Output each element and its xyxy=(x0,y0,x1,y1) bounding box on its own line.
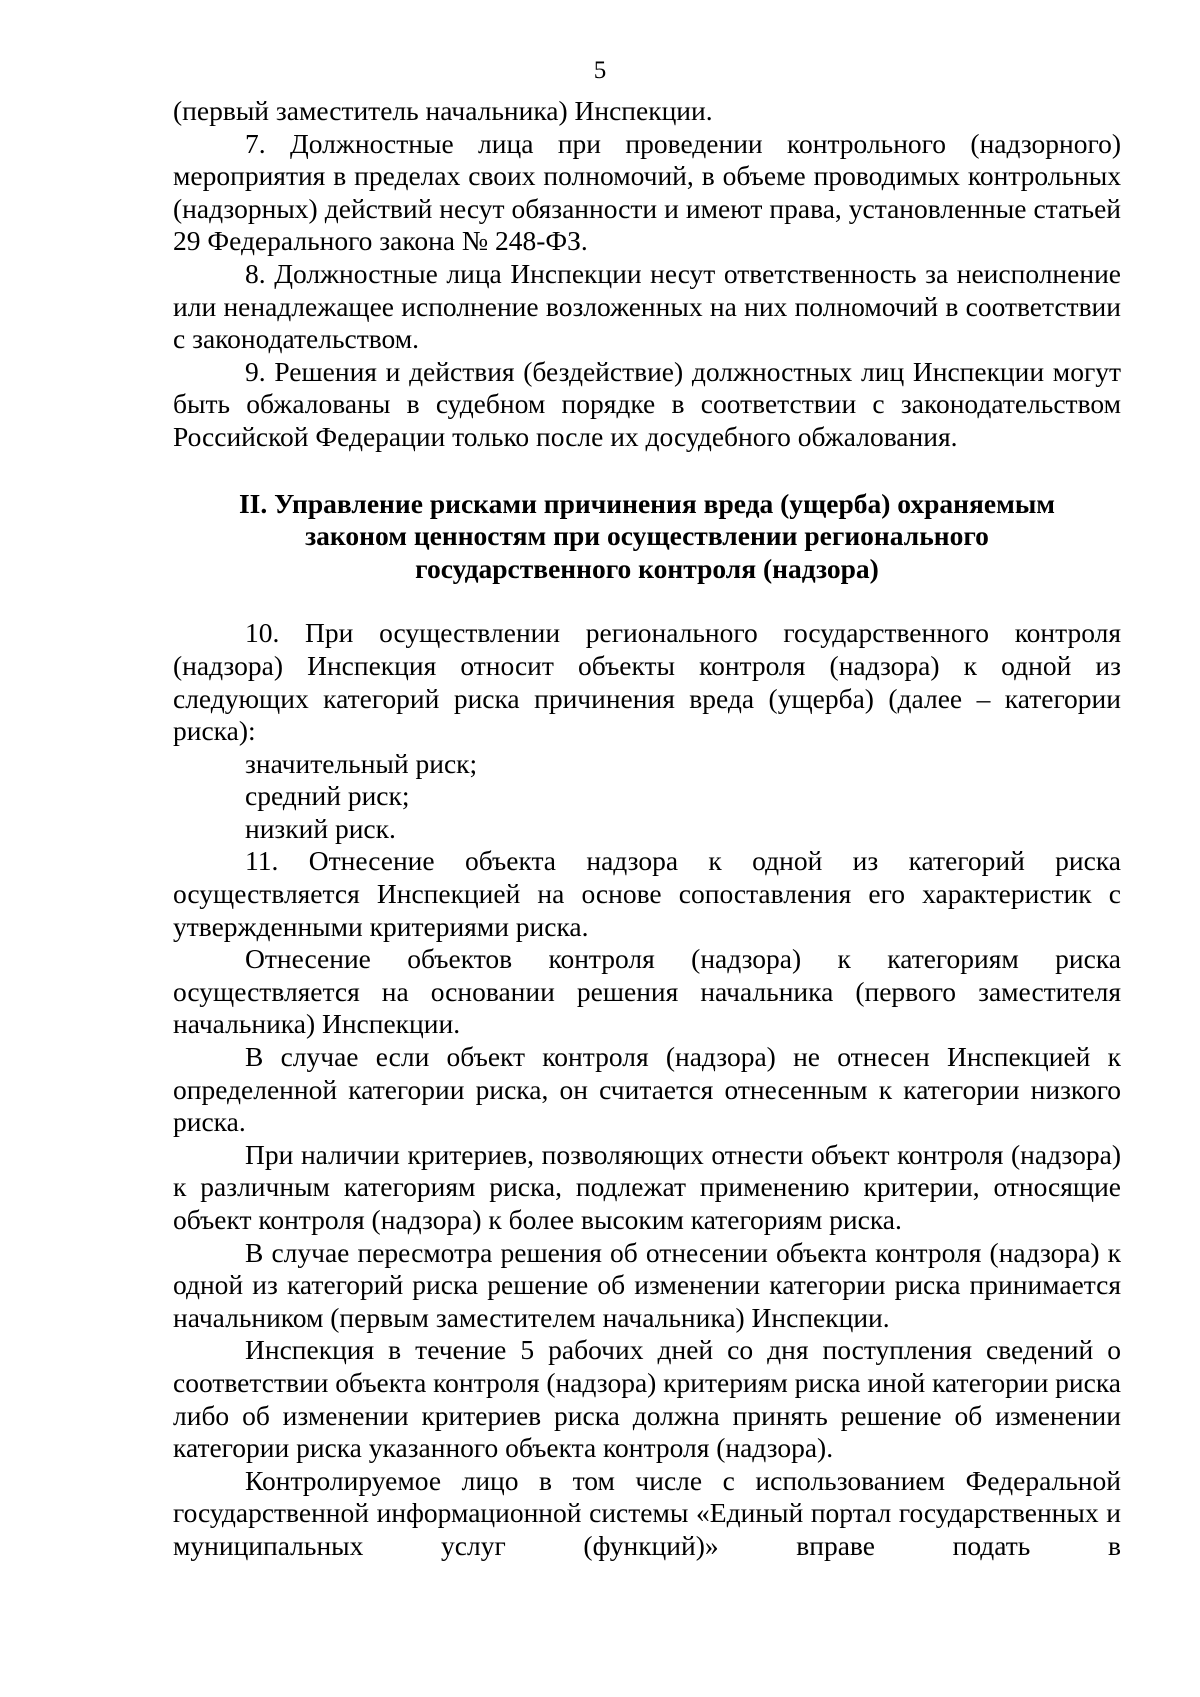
paragraph-8: 8. Должностные лица Инспекции несут ответственность за неисполнение или ненадлежащее исполнение возложенных на них полномочий в соответствии с законодательством. xyxy=(173,257,1121,355)
paragraph-text-last: Контролируемое лицо в том числе с использованием Федеральной государственной информационной системы «Единый портал государственных и муниципальных услуг (функций)» вправе подать в xyxy=(173,1464,1121,1561)
paragraph-text: В случае если объект контроля (надзора) не отнесен Инспекцией к определенной категории риска, он считается отнесенным к категории низкого риска. xyxy=(173,1041,1121,1138)
risk-category-item: значительный риск; xyxy=(245,747,478,779)
risk-category-item: средний риск; xyxy=(245,780,410,812)
paragraph-11: 11. Отнесение объекта надзора к одной из категорий риска осуществляется Инспекцией на основе сопоставления его характеристик с утвержденными критериями риска. xyxy=(173,845,1121,942)
section-heading: II. Управление рисками причинения вреда (ущерба) охраняемым законом ценностям при осуществлении регионального государственного контроля (надзора) xyxy=(238,487,1056,584)
paragraph-10: 10. При осуществлении регионального государственного контроля (надзора) Инспекция относит объекты контроля (надзора) к одной из следующих категорий риска причинения вреда (ущерба) (далее – категории риска): xyxy=(173,617,1121,747)
paragraph-text: Отнесение объектов контроля (надзора) к категориям риска осуществляется на основании решения начальника (первого заместителя начальника) Инспекции. xyxy=(173,943,1121,1040)
document-body xyxy=(173,95,1121,1563)
paragraph-text: В случае пересмотра решения об отнесении объекта контроля (надзора) к одной из категорий риска решение об изменении категории риска принимается начальником (первым заместителем начальника) Инспекции. xyxy=(173,1236,1121,1333)
page-number: 5 xyxy=(593,57,607,84)
paragraph-text: При наличии критериев, позволяющих отнести объект контроля (надзора) к различным категориям риска, подлежат применению критерии, относящие объект контроля (надзора) к более высоким категориям риска. xyxy=(173,1138,1121,1235)
paragraph-text: Инспекция в течение 5 рабочих дней со дня поступления сведений о соответствии объекта контроля (надзора) критериям риска иной категории риска либо об изменении критериев риска должна принять решение об изменении категории риска указанного объекта контроля (надзора). xyxy=(173,1334,1121,1464)
paragraph-7: 7. Должностные лица при проведении контрольного (надзорного) мероприятия в пределах своих полномочий, в объеме проводимых контрольных (надзорных) действий несут обязанности и имеют права, установленные статьей 29 Федерального закона № 248-ФЗ. xyxy=(173,127,1121,257)
paragraph-9: 9. Решения и действия (бездействие) должностных лиц Инспекции могут быть обжалованы в судебном порядке в соответствии с законодательством Российской Федерации только после их досудебного обжалования. xyxy=(173,355,1121,452)
paragraph-continuation: (первый заместитель начальника) Инспекции. xyxy=(173,95,713,126)
risk-category-item: низкий риск. xyxy=(245,812,396,844)
